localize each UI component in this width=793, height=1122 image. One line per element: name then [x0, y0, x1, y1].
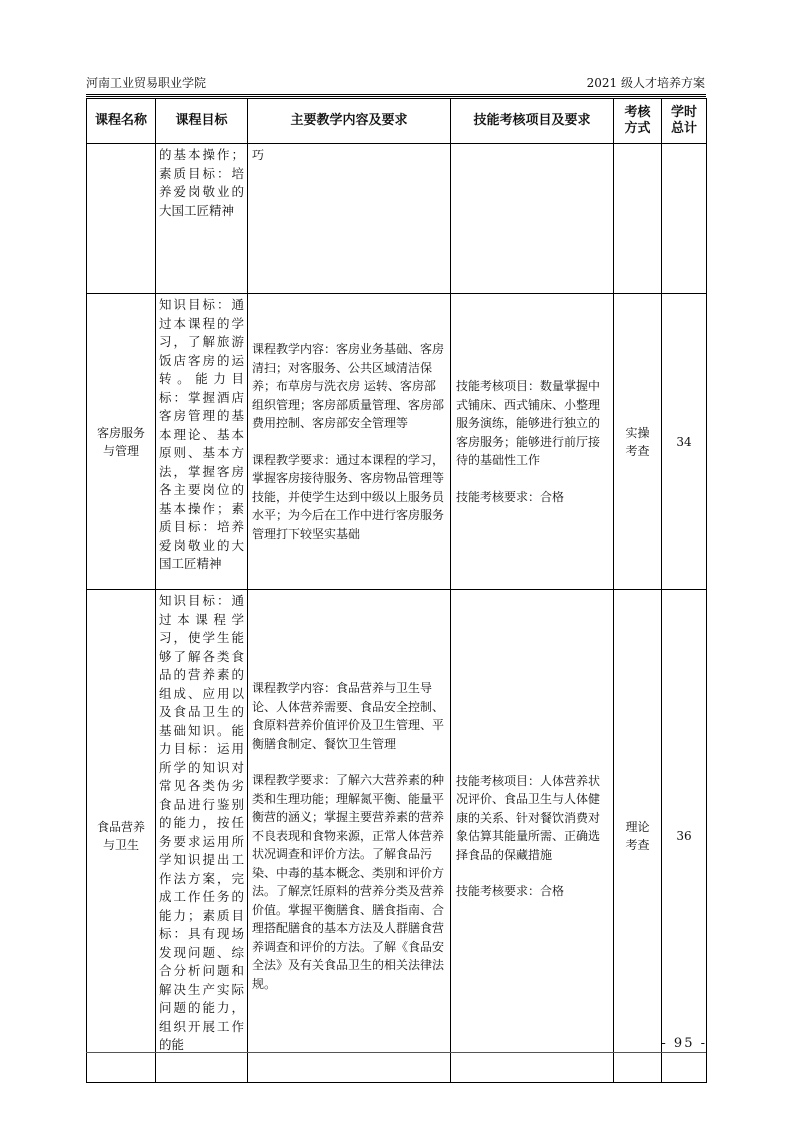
column-header-course-name: 课程名称 [87, 99, 156, 144]
course-name-cell [87, 590, 156, 1083]
header-rule [86, 94, 706, 95]
total-hours-cell [662, 144, 707, 294]
table-header-row [87, 99, 707, 144]
course-name-cell [87, 144, 156, 294]
exam-method-text: 理论考查 [625, 820, 650, 852]
column-header-total-hours-text: 学时总计 [670, 105, 697, 136]
page-number: - 95 - [661, 1036, 707, 1051]
course-goal-cell: 知识目标：通过本课程的学习，了解旅游饭店客房的运转。能力目标：掌握酒店客房管理的基本理论、基本原则、基本方法，掌握客房各主要岗位的基本操作；素质目标：培养爱岗敬业的大国工匠精神 [156, 294, 248, 590]
exam-method-cell [614, 144, 662, 294]
teaching-content-text: 课程教学内容：食品营养与卫生导论、人体营养需要、食品安全控制、食原料营养价值评价及卫生管理、平衡膳食制定、餐饮卫生管理 [252, 681, 445, 751]
exam-method-cell [614, 590, 662, 1083]
column-header-teaching-content: 主要教学内容及要求 [248, 99, 451, 144]
skill-assessment-cell [451, 294, 614, 590]
table-row [87, 590, 707, 1083]
course-name-text: 食品营养与卫生 [96, 820, 145, 852]
skill-assessment-items-text: 技能考核项目：人体营养状况评价、食品卫生与人体健康的关系、针对餐饮消费对象估算其能量所需、正确选择食品的保藏措施 [456, 773, 601, 862]
skill-assessment-cell [451, 590, 614, 1083]
header-school-name: 河南工业贸易职业学院 [86, 76, 207, 90]
course-goal-cell: 知识目标：通过本课程学习，使学生能够了解各类食品的营养素的组成、应用以及食品卫生的基础知识。能力目标：运用所学的知识对常见各类伪劣食品进行鉴别的能力，按任务要求运用所学知识提出工作法方案，完成工作任务的能力；素质目标：具有现场发现问题、综合分析问题和解决生产实际问题的能力，组织开展工作的能 [156, 590, 248, 1083]
exam-method-text: 实操考查 [625, 425, 650, 458]
teaching-requirements-text: 课程教学要求：通过本课程的学习，掌握客房接待服务、客房物品管理等技能，并使学生达到中级以上服务员水平；为今后在工作中进行客房服务管理打下较坚实基础 [252, 452, 445, 541]
footer-rule [86, 1052, 706, 1053]
teaching-content-cell [248, 590, 451, 1083]
skill-assessment-items-text: 技能考核项目：数量掌握中式铺床、西式铺床、小整理服务演练，能够进行独立的客房服务；能够进行前厅接待的基础性工作 [456, 379, 601, 467]
column-header-exam-method [614, 99, 662, 144]
teaching-content-text: 课程教学内容：客房业务基础、客房清扫；对客服务、公共区域清洁保养；布草房与洗衣房 运转、客房部组织管理；客房部质量管理、客房部费用控制、客房部安全管理等 [252, 342, 445, 430]
teaching-content-text: 巧 [252, 148, 265, 162]
header-document-title: 2021 级人才培养方案 [586, 76, 705, 90]
header-rule-secondary [86, 96, 706, 97]
course-name-text: 客房服务与管理 [96, 425, 145, 458]
course-goal-cell: 的基本操作；素质目标：培养爱岗敬业的大国工匠精神 [156, 144, 248, 294]
exam-method-cell [614, 294, 662, 590]
total-hours-cell: 36 [662, 590, 707, 1083]
curriculum-table [86, 98, 707, 1083]
skill-assessment-cell [451, 144, 614, 294]
teaching-requirements-text: 课程教学要求：了解六大营养素的种类和生理功能；理解氮平衡、能量平衡营的涵义；掌握主要营养素的营养不良表现和食物来源，正常人体营养状况调查和评价方法。了解食品污染、中毒的基本概念、类别和评价方法。了解烹饪原料的营养分类及营养价值。掌握平衡膳食、膳食指南、合理搭配膳食的基本方法及人群膳食营养调查和评价的方法。了解《食品安全法》及有关食品卫生的相关法律法规。 [252, 773, 445, 991]
column-header-skill-assessment: 技能考核项目及要求 [451, 99, 614, 144]
total-hours-cell: 34 [662, 294, 707, 590]
column-header-course-goal: 课程目标 [156, 99, 248, 144]
column-header-exam-method-text: 考核方式 [624, 105, 651, 136]
teaching-content-cell [248, 144, 451, 294]
table-row [87, 144, 707, 294]
table-row [87, 294, 707, 590]
skill-assessment-requirement-text: 技能考核要求：合格 [456, 884, 565, 898]
skill-assessment-requirement-text: 技能考核要求：合格 [456, 489, 565, 504]
course-name-cell [87, 294, 156, 590]
column-header-total-hours [662, 99, 707, 144]
teaching-content-cell [248, 294, 451, 590]
